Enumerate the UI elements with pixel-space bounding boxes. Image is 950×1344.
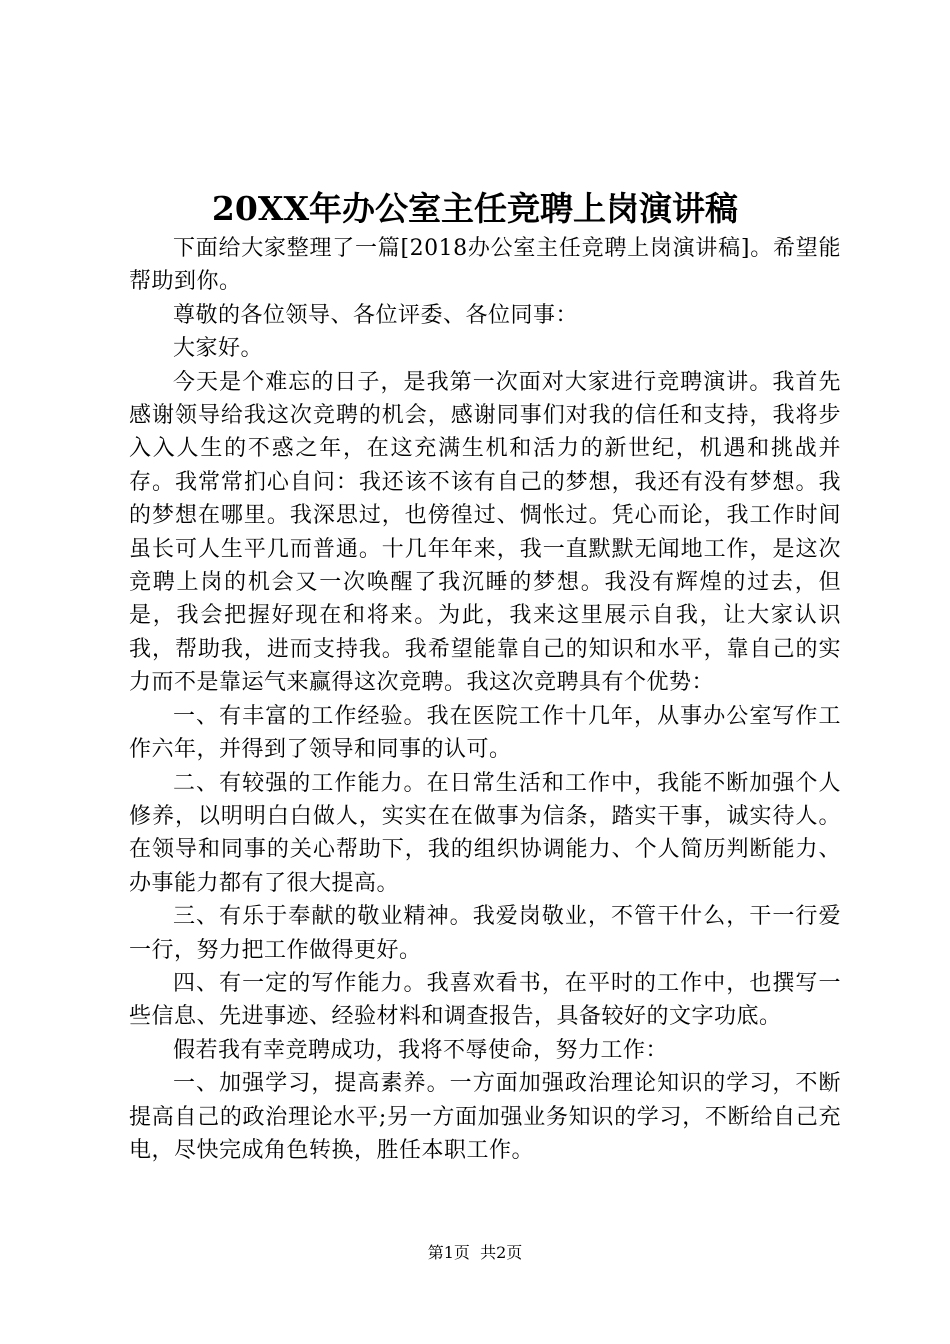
- paragraph: 尊敬的各位领导、各位评委、各位同事：: [173, 302, 579, 328]
- page-footer: [0, 1241, 950, 1265]
- paragraph: 四、有一定的写作能力。我喜欢看书，在平时的工作中，也撰写一些信息、先进事迹、经验材料和调查报告，具备较好的文字功底。: [129, 970, 841, 1030]
- paragraph: 二、有较强的工作能力。在日常生活和工作中，我能不断加强个人修养，以明明白白做人，实实在在做事为信条，踏实干事，诚实待人。在领导和同事的关心帮助下，我的组织协调能力、个人简历判断能力、办事能力都有了很大提高。: [129, 770, 841, 896]
- document-title: 20XX年办公室主任竞聘上岗演讲稿: [211, 189, 739, 228]
- paragraph: 一、加强学习，提高素养。一方面加强政治理论知识的学习，不断提高自己的政治理论水平;另一方面加强业务知识的学习，不断给自己充电，尽快完成角色转换，胜任本职工作。: [129, 1071, 841, 1163]
- paragraph: 一、有丰富的工作经验。我在医院工作十几年，从事办公室写作工作六年，并得到了领导和同事的认可。: [129, 703, 841, 763]
- document-body: [129, 232, 841, 1167]
- paragraph: 今天是个难忘的日子，是我第一次面对大家进行竞聘演讲。我首先感谢领导给我这次竞聘的机会，感谢同事们对我的信任和支持，我将步入入人生的不惑之年，在这充满生机和活力的新世纪，机遇和挑战并存。我常常扪心自问：我还该不该有自己的梦想，我还有没有梦想。我的梦想在哪里。我深思过，也傍徨过、惆怅过。凭心而论，我工作时间虽长可人生平几而普通。十几年年来，我一直默默无闻地工作，是这次竞聘上岗的机会又一次唤醒了我沉睡的梦想。我没有辉煌的过去，但是，我会把握好现在和将来。为此，我来这里展示自我，让大家认识我，帮助我，进而支持我。我希望能靠自己的知识和水平，靠自己的实力而不是靠运气来赢得这次竞聘。我这次竞聘具有个优势：: [129, 369, 841, 696]
- page-number: 第1页 共2页: [427, 1243, 523, 1262]
- paragraph: 三、有乐于奉献的敬业精神。我爱岗敬业，不管干什么，干一行爱一行，努力把工作做得更好。: [129, 904, 841, 963]
- paragraph: 假若我有幸竞聘成功，我将不辱使命，努力工作：: [173, 1037, 669, 1063]
- paragraph: 下面给大家整理了一篇[2018办公室主任竞聘上岗演讲稿]。希望能帮助到你。: [129, 236, 841, 295]
- paragraph: 大家好。: [173, 336, 264, 362]
